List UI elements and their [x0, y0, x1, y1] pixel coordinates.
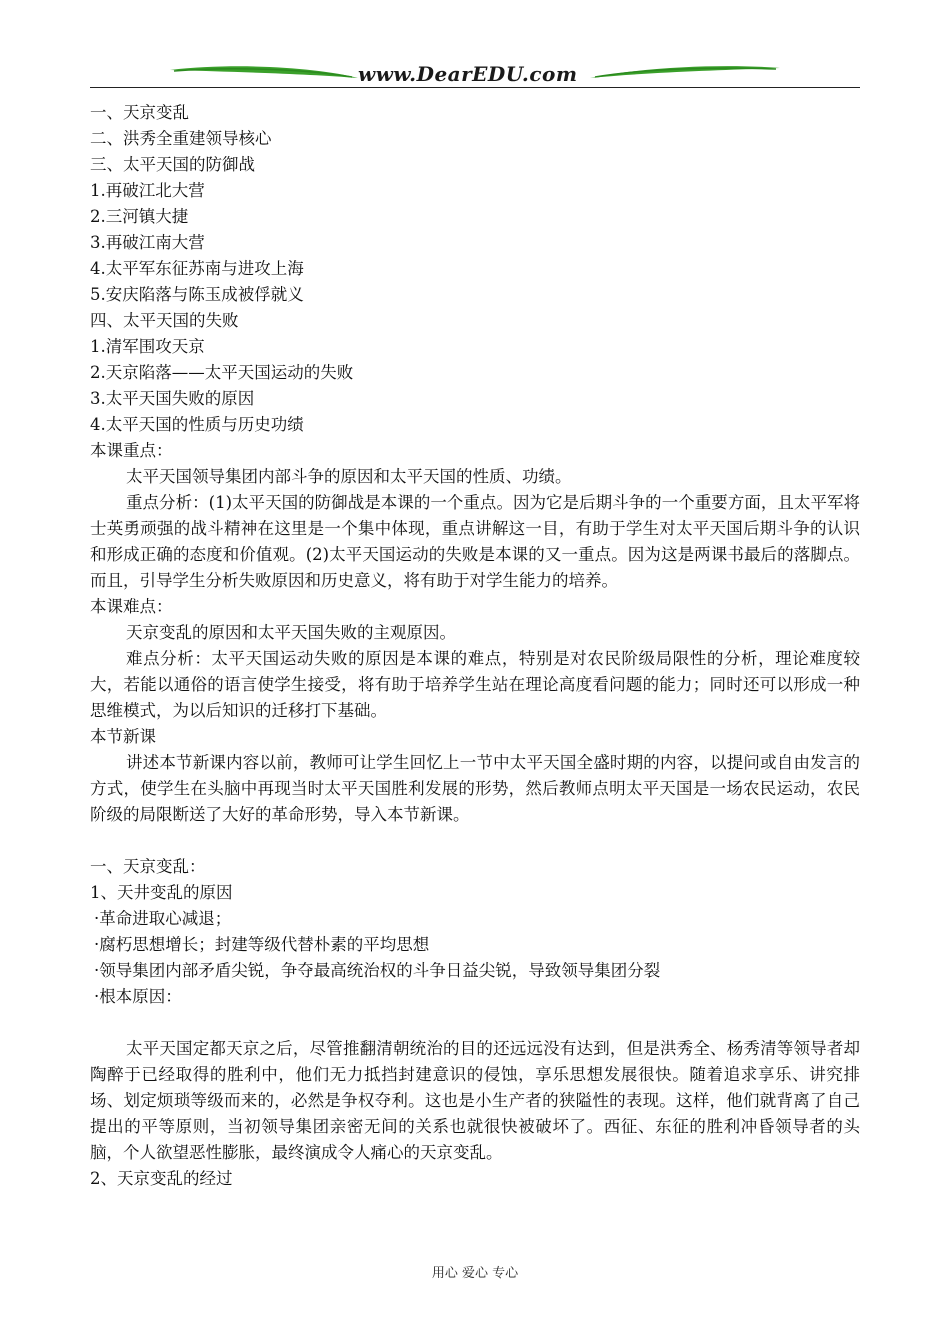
difficult-points-heading: 本课难点：	[90, 597, 173, 616]
section-title: 一、天京变乱：	[90, 857, 206, 876]
bullet-item: ·根本原因：	[94, 987, 182, 1006]
spacer	[90, 1010, 860, 1036]
outline-item: 四、太平天国的失败	[90, 311, 239, 330]
difficult-points-analysis: 难点分析：太平天国运动失败的原因是本课的难点，特别是对农民阶级局限性的分析，理论难度较大，若能以通俗的语言使学生接受，将有助于培养学生站在理论高度看问题的能力；同时还可以形成一种思维模式，为以后知识的迁移打下基础。	[90, 649, 860, 720]
page-footer: 用心 爱心 专心	[431, 1266, 519, 1281]
key-points-summary: 太平天国领导集团内部斗争的原因和太平天国的性质、功绩。	[126, 467, 572, 486]
outline-item: 2.天京陷落——太平天国运动的失败	[90, 363, 354, 382]
outline-item: 二、洪秀全重建领导核心	[90, 129, 272, 148]
outline-item: 2.三河镇大捷	[90, 207, 189, 226]
outline-item: 4.太平天国的性质与历史功绩	[90, 415, 304, 434]
outline-item: 5.安庆陷落与陈玉成被俘就义	[90, 285, 304, 304]
outline-item: 三、太平天国的防御战	[90, 155, 255, 174]
section-body: 太平天国定都天京之后，尽管推翻清朝统治的目的还远远没有达到，但是洪秀全、杨秀清等领导者却陶醉于已经取得的胜利中，他们无力抵挡封建意识的侵蚀，享乐思想发展很快。随着追求享乐、讲究排场、划定烦琐等级而来的，必然是争权夺利。这也是小生产者的狭隘性的表现。这样，他们就背离了自己提出的平等原则，当初领导集团亲密无间的关系也就很快被破坏了。西征、东征的胜利冲昏领导者的头脑，个人欲望恶性膨胀，最终演成令人痛心的天京变乱。	[90, 1039, 860, 1162]
header-rule	[90, 87, 860, 88]
bullet-item: ·领导集团内部矛盾尖锐，争夺最高统治权的斗争日益尖锐，导致领导集团分裂	[94, 961, 661, 980]
new-lesson-heading: 本节新课	[90, 727, 156, 746]
bullet-item: ·腐朽思想增长；封建等级代替朴素的平均思想	[94, 935, 430, 954]
subsection-title: 1、天井变乱的原因	[90, 883, 233, 902]
outline-item: 3.再破江南大营	[90, 233, 205, 252]
key-points-heading: 本课重点：	[90, 441, 173, 460]
difficult-points-summary: 天京变乱的原因和太平天国失败的主观原因。	[126, 623, 456, 642]
new-lesson-intro: 讲述本节新课内容以前，教师可让学生回忆上一节中太平天国全盛时期的内容，以提问或自由发言的方式，使学生在头脑中再现当时太平天国胜利发展的形势，然后教师点明太平天国是一场农民运动，农民阶级的局限断送了大好的革命形势，导入本节新课。	[90, 753, 860, 824]
bullet-item: ·革命进取心减退；	[94, 909, 232, 928]
site-header	[90, 58, 860, 90]
outline-item: 1.再破江北大营	[90, 181, 205, 200]
spacer	[90, 828, 860, 854]
site-logo-text: www.DearEDU.com	[358, 62, 578, 86]
key-points-analysis: 重点分析：(1)太平天国的防御战是本课的一个重点。因为它是后期斗争的一个重要方面，且太平军将士英勇顽强的战斗精神在这里是一个集中体现，重点讲解这一目，有助于学生对太平天国后期斗争的认识和形成正确的态度和价值观。(2)太平天国运动的失败是本课的又一重点。因为这是两课书最后的落脚点。而且，引导学生分析失败原因和历史意义，将有助于对学生能力的培养。	[90, 493, 860, 590]
outline-item: 1.清军围攻天京	[90, 337, 205, 356]
outline-item: 3.太平天国失败的原因	[90, 389, 255, 408]
document-body	[90, 100, 860, 1192]
outline-item: 4.太平军东征苏南与进攻上海	[90, 259, 304, 278]
outline-item: 一、天京变乱	[90, 103, 189, 122]
subsection-title: 2、天京变乱的经过	[90, 1169, 233, 1188]
